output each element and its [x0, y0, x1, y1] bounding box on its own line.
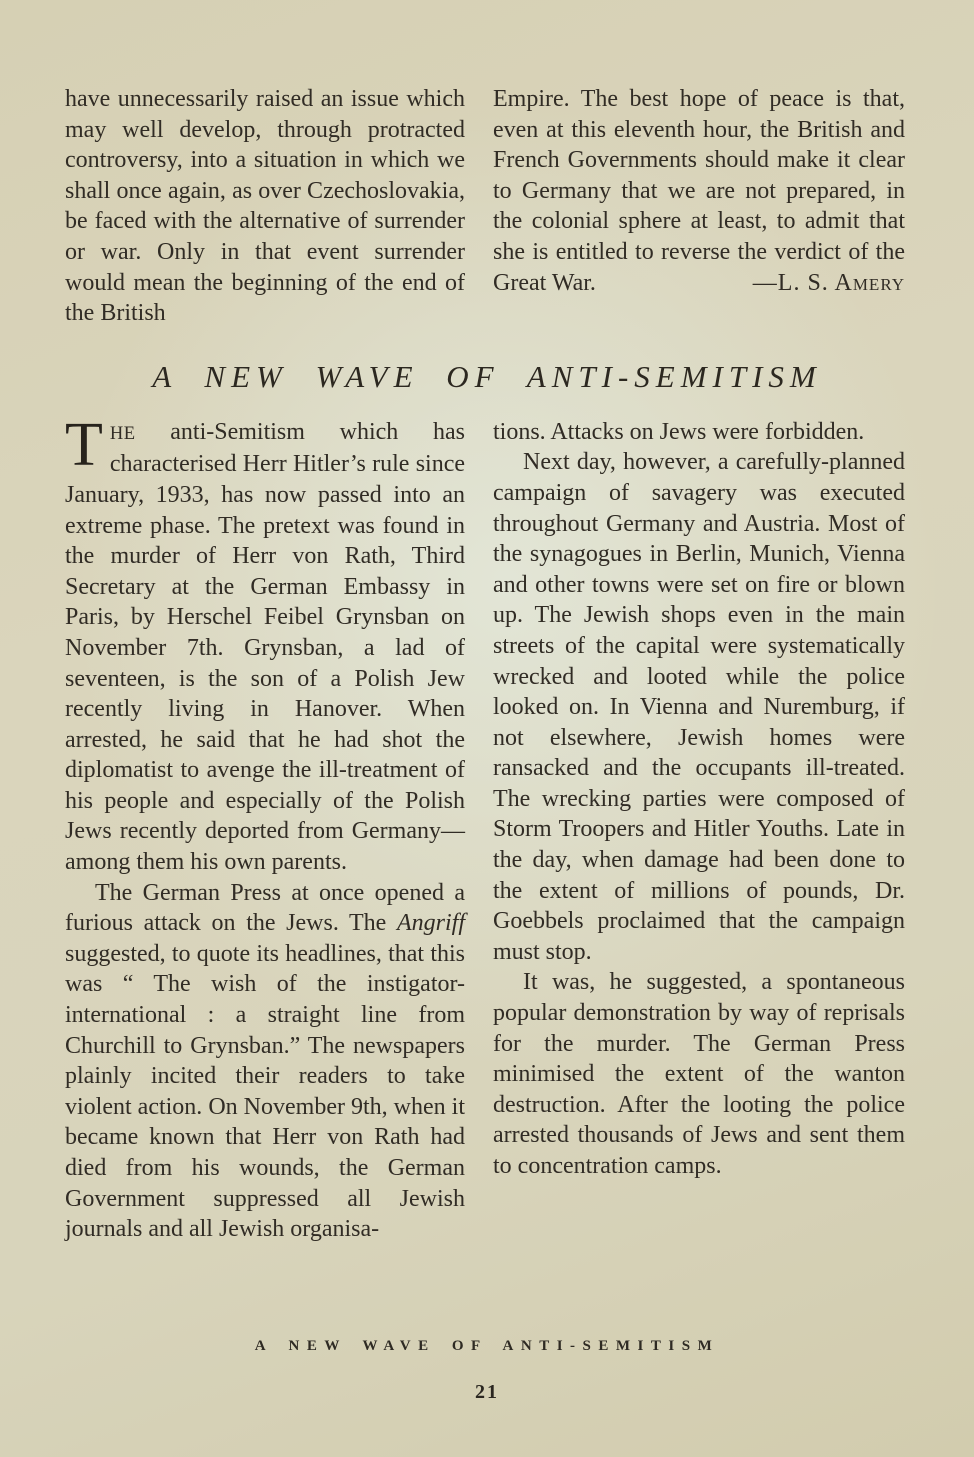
article-right-column	[493, 417, 905, 1245]
angriff-italic: Angriff	[396, 910, 465, 937]
author-signature: —L. S. Amery	[752, 269, 905, 296]
article-paragraph-3: Next day, however, a carefully-planned campaign of savagery was executed throughout Germany and Austria. Most of the synagogues in Berlin, Munich, Vienna and other towns were set on fire or blown up. The Jewish shops even in the main streets of the capital were systematically wrecked and looted while the police looked on. In Vienna and Nuremburg, if not elsewhere, Jewish homes were ransacked and the occupants ill-treated. The wrecking parties were composed of Storm Troopers and Hitler Youths. Late in the day, when damage had been done to the extent of millions of pounds, Dr. Goebbels proclaimed that the campaign must stop.	[493, 449, 905, 965]
article-paragraph-2	[65, 878, 465, 1245]
running-footer: A NEW WAVE OF ANTI-SEMITISM	[254, 1338, 720, 1354]
paragraph-2-text-b: suggested, to quote its headlines, that this was “ The wish of the instigator-international : a straight line from Churchill to Grynsban.” The newspapers plainly incited their readers to take violent action. On November 9th, when it became known that Herr von Rath had died from his wounds, the German Government suppressed all Jewish journals and all Jewish organisa-	[65, 940, 465, 1243]
article-paragraph-1	[65, 410, 465, 878]
article-paragraph-4: It was, he suggested, a spontaneous popular demonstration by way of reprisals for the murder. The German Press minimised the extent of the wanton destruction. After the looting the police arrested thousands of Jews and sent them to concentration camps.	[493, 969, 905, 1179]
article-title: A NEW WAVE OF ANTI-SEMITISM	[152, 358, 822, 394]
page-number: 21	[475, 1381, 499, 1403]
previous-article-end	[0, 0, 974, 329]
paragraph-1-text: anti-Semitism which has characterised Herr Hitler’s rule since January, 1933, has now passed into an extreme phase. The pretext was found in the murder of Herr von Rath, Third Secretary at the German Embassy in Paris, by Herschel Feibel Grynsban on November 7th. Grynsban, a lad of seventeen, is the son of a Polish Jew recently living in Hanover. When arrested, he said that he had shot the diplomatist to avenge the ill-treatment of his people and especially of the Polish Jews recently deported from Germany—among them his own parents.	[65, 418, 465, 876]
prev-article-right-body: Empire. The best hope of peace is that, even at this eleventh hour, the British and French Governments should make it clear to Germany that we are not prepared, in the colonial sphere at least, to admit that she is entitled to reverse the verdict of the Great War.	[493, 86, 905, 296]
paragraph-2-text-a: The German Press at once opened a furious attack on the Jews. The	[65, 879, 465, 937]
drop-cap-follow: HE	[109, 423, 136, 444]
prev-article-left-text: have unnecessarily raised an issue which may well develop, through protracted controversy, into a situation in which we shall once again, as over Czechoslovakia, be faced with the alternative of surrender or war. Only in that event surrender would mean the beginning of the end of the British	[65, 86, 465, 327]
prev-article-right-text	[493, 84, 905, 298]
drop-cap: T	[65, 410, 103, 479]
article-body	[0, 410, 974, 1245]
prev-article-right-column	[493, 84, 905, 329]
article-left-column	[65, 410, 465, 1245]
article-paragraph-2-continued: tions. Attacks on Jews were forbidden.	[493, 418, 865, 445]
prev-article-left-column	[65, 84, 465, 329]
